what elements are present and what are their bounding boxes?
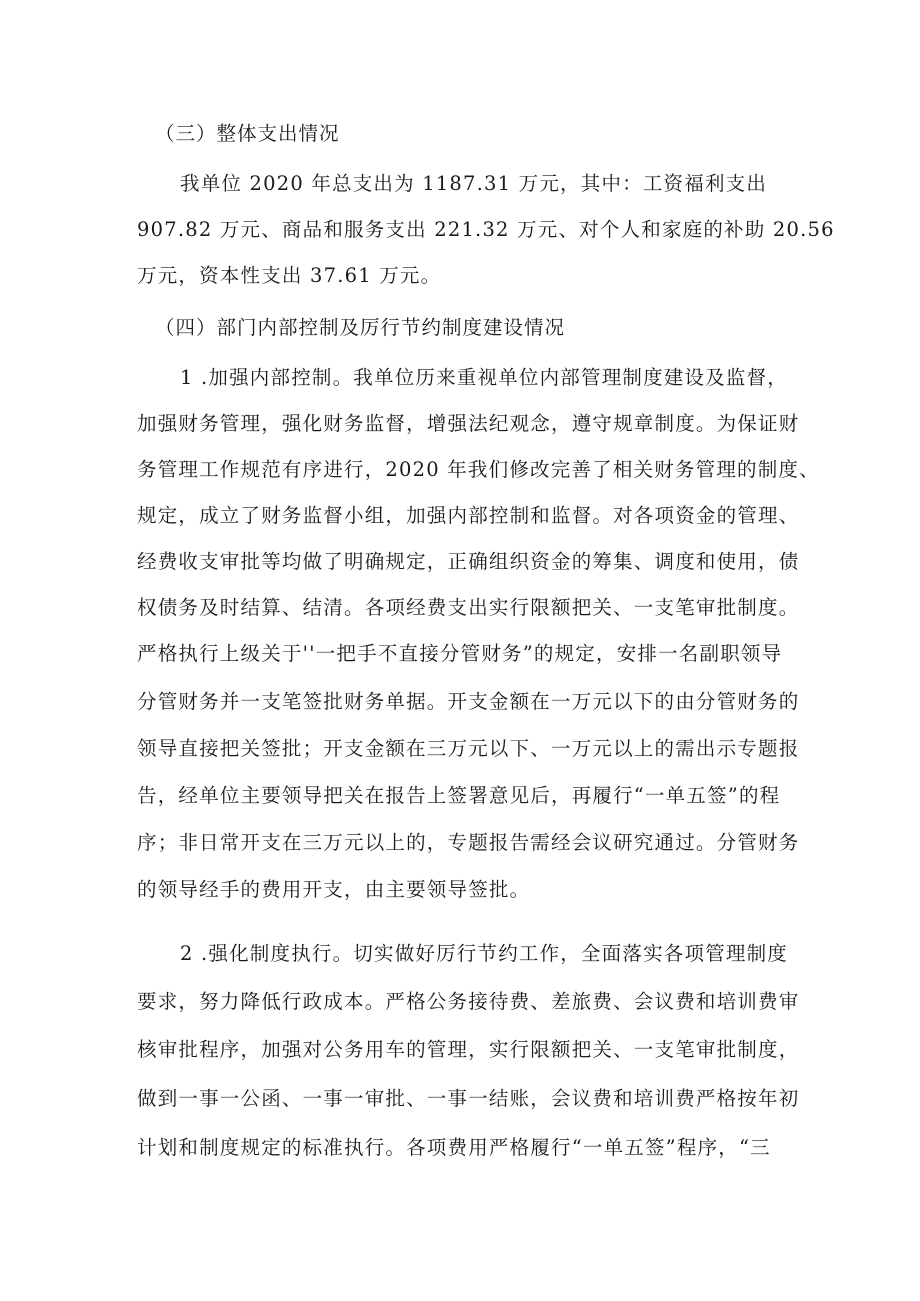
paragraph-line: 的领导经手的费用开支，由主要领导签批。: [137, 878, 531, 901]
section-heading-expenditure: （三）整体支出情况: [155, 122, 340, 145]
paragraph-line: 告，经单位主要领导把关在报告上签署意见后，再履行“一单五签”的程: [137, 784, 781, 807]
paragraph-line: 2 .强化制度执行。切实做好厉行节约工作，全面落实各项管理制度: [180, 942, 789, 965]
section-heading-internal-control: （四）部门内部控制及厉行节约制度建设情况: [155, 316, 566, 339]
paragraph-line: 1 .加强内部控制。我单位历来重视单位内部管理制度建设及监督，: [180, 366, 789, 389]
paragraph-line: 严格执行上级关于''一把手不直接分管财务”的规定，安排一名副职领导: [137, 642, 783, 665]
paragraph-line: 万元，资本性支出 37.61 万元。: [137, 264, 442, 287]
paragraph-line: 权债务及时结算、结清。各项经费支出实行限额把关、一支笔审批制度。: [137, 596, 800, 619]
paragraph-line: 要求，努力降低行政成本。严格公务接待费、差旅费、会议费和培训费审: [137, 990, 800, 1013]
paragraph-line: 经费收支审批等均做了明确规定，正确组织资金的筹集、调度和使用，债: [137, 550, 800, 573]
paragraph-line: 领导直接把关签批；开支金额在三万元以下、一万元以上的需出示专题报: [137, 737, 800, 760]
paragraph-line: 分管财务并一支笔签批财务单据。开支金额在一万元以下的由分管财务的: [137, 690, 800, 713]
paragraph-line: 计划和制度规定的标准执行。各项费用严格履行“一单五签”程序，“三: [137, 1136, 771, 1159]
paragraph-line: 做到一事一公函、一事一审批、一事一结账，会议费和培训费严格按年初: [137, 1087, 800, 1110]
paragraph-line: 规定，成立了财务监督小组，加强内部控制和监督。对各项资金的管理、: [137, 504, 800, 527]
paragraph-line: 序；非日常开支在三万元以上的，专题报告需经会议研究通过。分管财务: [137, 831, 800, 854]
paragraph-line: 我单位 2020 年总支出为 1187.31 万元，其中：工资福利支出: [180, 172, 768, 195]
paragraph-line: 907.82 万元、商品和服务支出 221.32 万元、对个人和家庭的补助 20.56: [137, 218, 835, 241]
paragraph-line: 加强财务管理，强化财务监督，增强法纪观念，遵守规章制度。为保证财: [137, 412, 800, 435]
paragraph-line: 务管理工作规范有序进行，2020 年我们修改完善了相关财务管理的制度、: [137, 458, 820, 481]
paragraph-line: 核审批程序，加强对公务用车的管理，实行限额把关、一支笔审批制度，: [137, 1038, 800, 1061]
